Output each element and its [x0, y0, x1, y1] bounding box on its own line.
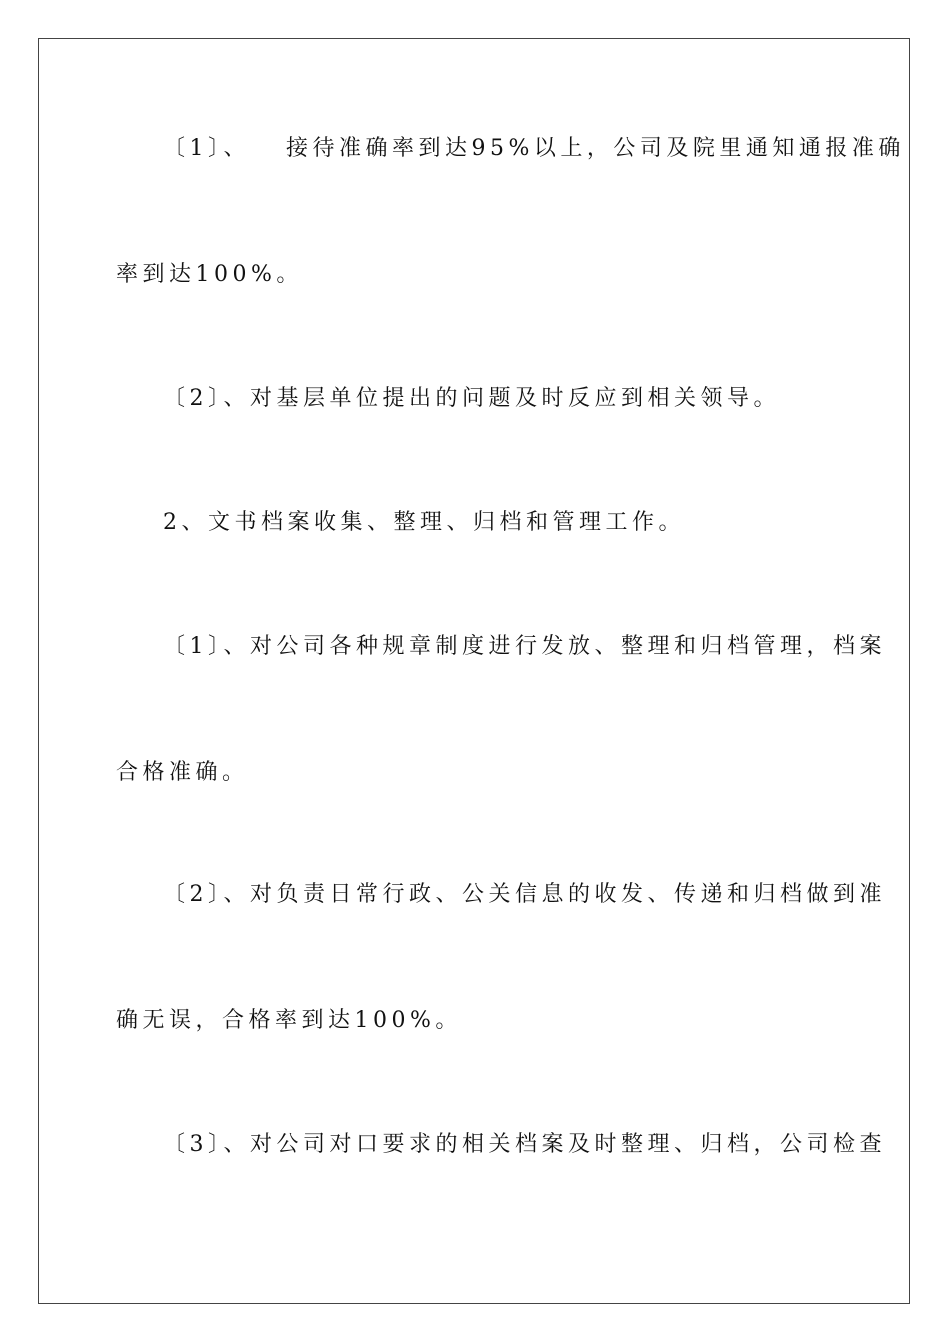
- paragraph-line-6: 合格准确。: [116, 760, 249, 785]
- paragraph-line-2: 率到达100%。: [116, 262, 303, 287]
- page-border: [38, 38, 910, 1304]
- paragraph-line-8: 确无误，合格率到达100%。: [116, 1008, 462, 1033]
- section-heading-2: 2、文书档案收集、整理、归档和管理工作。: [163, 510, 685, 535]
- paragraph-line-9: 〔3〕、对公司对口要求的相关档案及时整理、归档，公司检查: [163, 1132, 886, 1157]
- paragraph-line-3: 〔2〕、对基层单位提出的问题及时反应到相关领导。: [163, 386, 780, 411]
- paragraph-line-5: 〔1〕、对公司各种规章制度进行发放、整理和归档管理，档案: [163, 634, 886, 659]
- line-text: 接待准确率到达95%以上，公司及院里通知通报准确: [286, 136, 905, 161]
- paragraph-line-1: [163, 134, 905, 164]
- paragraph-line-7: 〔2〕、对负责日常行政、公关信息的收发、传递和归档做到准: [163, 882, 886, 907]
- list-marker: 〔1〕、: [163, 136, 250, 161]
